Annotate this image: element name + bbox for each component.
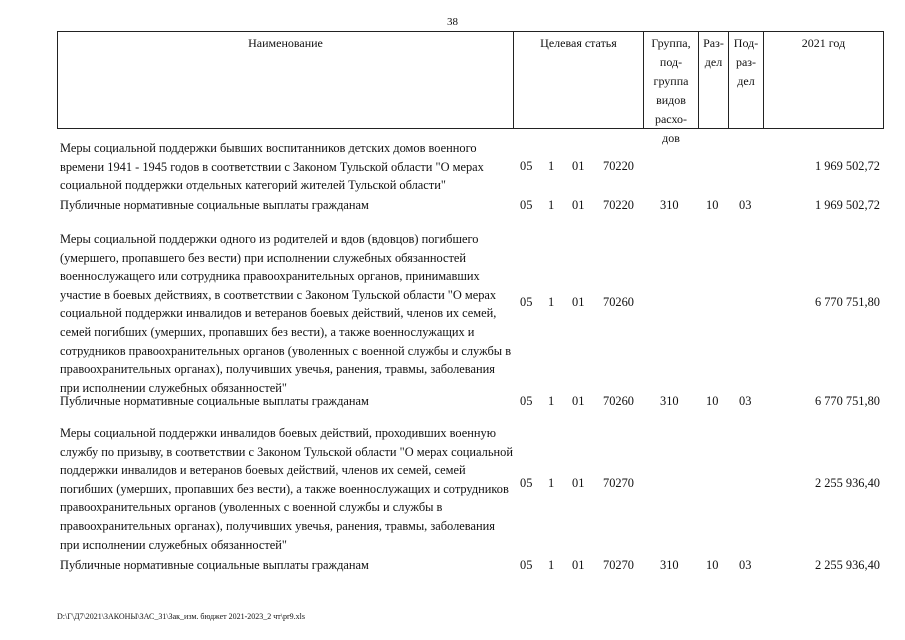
header-target <box>513 32 643 128</box>
row-group: 310 <box>660 394 679 408</box>
row-section: 10 <box>706 394 719 408</box>
row-section: 10 <box>706 198 719 212</box>
row-group: 310 <box>660 198 679 212</box>
row-code-4: 70220 <box>603 159 634 173</box>
row-code-1: 05 <box>520 159 533 173</box>
row-code-2: 1 <box>548 295 555 309</box>
table-row <box>60 392 882 411</box>
row-amount: 1 969 502,72 <box>814 198 880 212</box>
row-code-1: 05 <box>520 558 533 572</box>
table-header <box>57 31 884 145</box>
row-amount: 2 255 936,40 <box>814 558 880 572</box>
row-subsection: 03 <box>739 394 752 408</box>
header-group-line: видов <box>656 93 686 107</box>
row-amount: 2 255 936,40 <box>814 476 880 490</box>
row-name: Публичные нормативные социальные выплаты гражданам <box>60 198 369 212</box>
row-code-1: 05 <box>520 295 533 309</box>
header-group-line: Группа, <box>651 36 691 50</box>
row-code-2: 1 <box>548 394 555 408</box>
row-amount: 6 770 751,80 <box>814 295 880 309</box>
header-name-label: Наименование <box>248 36 323 50</box>
row-code-2: 1 <box>548 558 555 572</box>
header-subsection-line: дел <box>737 74 755 88</box>
table-row <box>60 139 882 195</box>
file-path-footer: D:\Г\Д7\2021\ЗАКОНЫ\ЗАС_31\Зак_изм. бюджет 2021-2023_2 чт\pr9.xls <box>57 612 306 621</box>
row-amount: 1 969 502,72 <box>814 159 880 173</box>
row-code-3: 01 <box>572 558 585 572</box>
header-name <box>58 32 513 128</box>
row-code-1: 05 <box>520 198 533 212</box>
row-section: 10 <box>706 558 719 572</box>
header-target-label: Целевая статья <box>540 36 617 50</box>
row-subsection: 03 <box>739 198 752 212</box>
row-code-4: 70260 <box>603 295 634 309</box>
row-subsection: 03 <box>739 558 752 572</box>
header-section <box>698 32 728 128</box>
row-name: Меры социальной поддержки одного из родителей и вдов (вдовцов) погибшего (умершего, пропавшего без вести) при исполнении служебных обязанностей военнослужащего или сотрудника правоохранительных органов, принимавших участие в боевых действиях, в соответствии с Законом Тульской области "О мерах социальной поддержки инвалидов и ветеранов боевых действий, членов их семей, семей погибших (умерших, пропавших без вести), а также военнослужащих и сотрудников правоохранительных органов (уволенных с военной службы и службы в правоохранительных органах), получивших увечья, ранения, травмы, заболевания при исполнении служебных обязанностей" <box>60 232 512 395</box>
header-group-line: дов <box>662 131 680 145</box>
header-year <box>763 32 883 128</box>
header-group-line: расхо- <box>654 112 688 126</box>
row-code-2: 1 <box>548 476 555 490</box>
row-code-3: 01 <box>572 394 585 408</box>
row-name: Публичные нормативные социальные выплаты гражданам <box>60 558 369 572</box>
table-row <box>60 424 882 552</box>
row-group: 310 <box>660 558 679 572</box>
row-name: Меры социальной поддержки бывших воспитанников детских домов военного времени 1941 - 1945 годов в соответствии с Законом Тульской области "О мерах социальной поддержки отдельных категорий жителей Тульской области" <box>60 141 484 193</box>
row-code-2: 1 <box>548 159 555 173</box>
row-code-1: 05 <box>520 476 533 490</box>
row-name: Публичные нормативные социальные выплаты гражданам <box>60 394 369 408</box>
row-code-4: 70260 <box>603 394 634 408</box>
row-code-4: 70270 <box>603 558 634 572</box>
header-section-line: дел <box>704 55 723 69</box>
row-amount: 6 770 751,80 <box>814 394 880 408</box>
row-code-3: 01 <box>572 159 585 173</box>
table-row <box>60 230 882 395</box>
table-row <box>60 556 882 575</box>
header-year-label: 2021 год <box>801 36 846 50</box>
header-group-line: под- <box>659 55 683 69</box>
row-code-1: 05 <box>520 394 533 408</box>
header-group <box>643 32 698 145</box>
row-code-4: 70270 <box>603 476 634 490</box>
header-group-line: группа <box>653 74 689 88</box>
row-code-4: 70220 <box>603 198 634 212</box>
row-code-3: 01 <box>572 295 585 309</box>
row-code-3: 01 <box>572 476 585 490</box>
page-number: 38 <box>447 16 458 28</box>
header-subsection-line: Под- <box>733 36 759 50</box>
header-subsection-line: раз- <box>735 55 757 69</box>
row-code-3: 01 <box>572 198 585 212</box>
table-row <box>60 196 882 215</box>
header-section-line: Раз- <box>703 36 724 50</box>
row-code-2: 1 <box>548 198 555 212</box>
row-name: Меры социальной поддержки инвалидов боевых действий, проходивших военную службу по призыву, в соответствии с Законом Тульской области "О мерах социальной поддержки инвалидов и ветеранов боевых действий, членов их семей, семей погибших (умерших, пропавших без вести), а также военнослужащих и сотрудников правоохранительных органов (уволенных с военной службы и службы в правоохранительных органах), получивших увечья, ранения, травмы, заболевания при исполнении служебных обязанностей" <box>60 426 513 552</box>
header-subsection <box>728 32 763 128</box>
